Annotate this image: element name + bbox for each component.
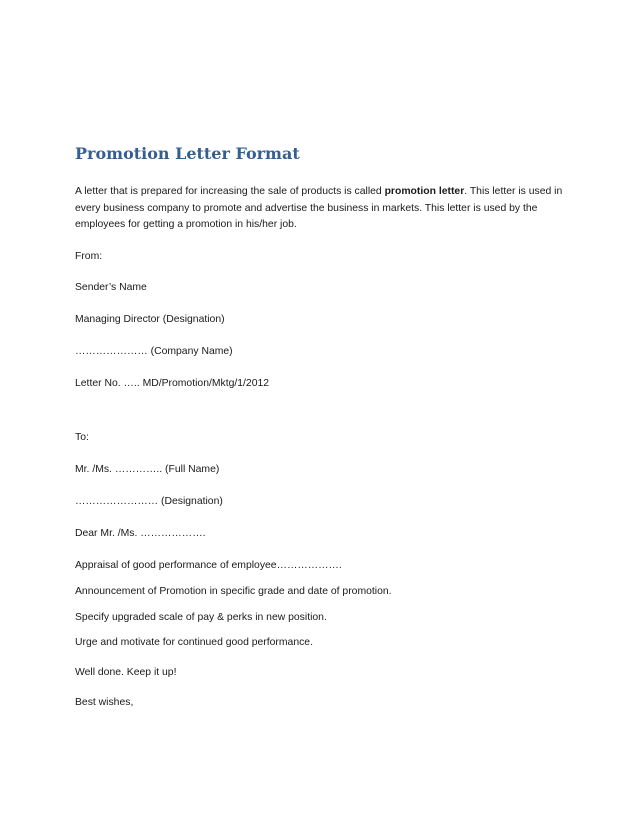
letter-number: Letter No. ….. MD/Promotion/Mktg/1/2012: [75, 377, 270, 389]
letter-content: [75, 143, 565, 710]
recipient-name: Mr. /Ms. ………….. (Full Name): [75, 463, 220, 475]
from-label: From:: [75, 250, 103, 262]
recipient-designation: …………………… (Designation): [75, 495, 223, 507]
document-title: Promotion Letter Format: [75, 144, 300, 163]
to-label: To:: [75, 431, 89, 443]
body-line-announcement: Announcement of Promotion in specific grade and date of promotion.: [75, 585, 392, 597]
body-line-appraisal: Appraisal of good performance of employee……………….: [75, 559, 342, 571]
salutation: Dear Mr. /Ms. ……………….: [75, 527, 206, 539]
closing-best-wishes: Best wishes,: [75, 696, 134, 708]
closing-well-done: Well done. Keep it up!: [75, 666, 177, 678]
body-line-motivation: Urge and motivate for continued good performance.: [75, 636, 313, 648]
intro-text-before: A letter that is prepared for increasing the sale of products is called: [75, 186, 385, 197]
company-name: ………………… (Company Name): [75, 345, 233, 357]
intro-text-after: . This letter is used in every business company to promote and advertise the business in markets. This letter is used by the employees for getting a promotion in his/her job.: [75, 186, 563, 230]
intro-paragraph: [75, 184, 565, 234]
sender-designation: Managing Director (Designation): [75, 313, 225, 325]
body-line-pay-scale: Specify upgraded scale of pay & perks in new position.: [75, 611, 327, 623]
sender-name: Sender’s Name: [75, 281, 147, 293]
intro-bold-term: promotion letter: [384, 186, 465, 197]
